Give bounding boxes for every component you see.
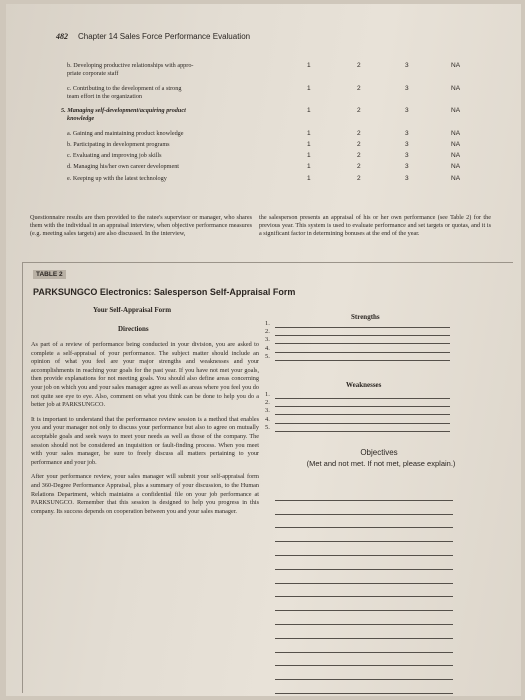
textbook-page [6,4,521,696]
strength-line[interactable]: 1. [265,320,270,328]
weakness-line[interactable]: 4. [265,416,270,424]
objective-answer-line[interactable] [275,528,453,542]
rating-na-option[interactable]: NA [451,163,461,170]
rating-score-option[interactable]: 2 [357,141,361,148]
weakness-line[interactable]: 3. [265,407,270,415]
objectives-heading: Objectives [360,448,398,457]
objective-answer-line[interactable] [275,666,453,680]
directions-body [31,341,259,522]
rating-label: e. Keeping up with the latest technology [67,175,167,182]
rating-label: priate corporate staff [67,70,119,77]
rating-score-option[interactable]: 1 [307,85,311,92]
rating-label: knowledge [67,115,95,122]
rating-score-option[interactable]: 1 [307,152,311,159]
self-appraisal-table [22,262,513,693]
rating-label: c. Contributing to the development of a strong [67,85,182,92]
rating-score-option[interactable]: 2 [357,62,361,69]
rating-label: a. Gaining and maintaining product knowledge [67,130,184,137]
objective-answer-line[interactable] [275,501,453,515]
objective-answer-line[interactable] [275,611,453,625]
rating-label: b. Developing productive relationships with appro- [67,62,194,69]
strengths-list [265,320,270,361]
rating-score-option[interactable]: 1 [307,141,311,148]
form-title: Your Self-Appraisal Form [93,306,172,314]
directions-paragraph: It is important to understand that the performance review session is a method that enables you and your manager not only to discuss your performance but also to agree on mutually acceptable goals and seek ways to meet your needs as well as those of the company. The session should not be considered an inquisition or fault-finding process. When you meet with your sales manager, be sure to freely discuss all matters pertaining to your performance and your job. [31,415,259,466]
directions-paragraph: After your performance review, your sales manager will submit your self-appraisal form and 360-Degree Performance Appraisal, plus a summary of your discussion, to the Human Relations Department, which maintains a confidential file on your job performance at PARKSUNGCO. Remember that this session is designed to help you progress in this company. Its success depends on cooperation between you and your sales manager. [31,473,259,515]
rating-score-option[interactable]: 3 [405,85,409,92]
rating-na-option[interactable]: NA [451,62,461,69]
objective-answer-line[interactable] [275,584,453,598]
rating-score-option[interactable]: 3 [405,175,409,182]
objective-answer-line[interactable] [275,680,453,694]
rating-score-option[interactable]: 2 [357,152,361,159]
rating-score-option[interactable]: 3 [405,152,409,159]
rating-na-option[interactable]: NA [451,175,461,182]
weakness-line[interactable]: 5. [265,424,270,432]
rating-na-option[interactable]: NA [451,85,461,92]
weakness-line[interactable]: 2. [265,399,270,407]
rating-score-option[interactable]: 1 [307,163,311,170]
chapter-title: Chapter 14 Sales Force Performance Evaluation [78,32,251,41]
weaknesses-heading: Weaknesses [346,381,382,389]
strength-line[interactable]: 3. [265,336,270,344]
rating-score-option[interactable]: 2 [357,107,361,114]
rating-na-option[interactable]: NA [451,130,461,137]
objective-answer-line[interactable] [275,639,453,653]
rating-score-option[interactable]: 2 [357,85,361,92]
strengths-heading: Strengths [351,313,380,321]
rating-score-option[interactable]: 3 [405,163,409,170]
rating-label: d. Managing his/her own career development [67,163,180,170]
strength-line[interactable]: 4. [265,345,270,353]
page-header [56,32,250,41]
rating-score-option[interactable]: 1 [307,107,311,114]
objective-answer-line[interactable] [275,487,453,501]
rating-score-option[interactable]: 1 [307,130,311,137]
page-number: 482 [56,32,68,41]
rating-label: b. Participating in development programs [67,141,170,148]
rating-score-option[interactable]: 3 [405,130,409,137]
rating-score-option[interactable]: 2 [357,175,361,182]
objectives-note: (Met and not met. If not met, please explain.) [306,459,456,468]
rating-score-option[interactable]: 2 [357,163,361,170]
weakness-line[interactable]: 1. [265,391,270,399]
directions-paragraph: As part of a review of performance being conducted in your division, you are asked to complete a self-appraisal of your performance. The subject matter should include an opinion of what you feel are your major strengths and weaknesses and your accomplishments in reaching your goals for the past year. If you have not met your goals, then provide explanations for not meeting goals. You should also define areas concerning your job on which you and your sales manager agree as well as areas where you feel you do not quite see eye to eye. Also, comment on what you think can be done to help you do a better job at PARKSUNGCO. [31,341,259,409]
objective-answer-line[interactable] [275,542,453,556]
rating-label: team effort in the organization [67,93,143,100]
table-title: PARKSUNGCO Electronics: Salesperson Self-Appraisal Form [33,287,296,297]
objective-answer-line[interactable] [275,515,453,529]
objective-answer-line[interactable] [275,570,453,584]
directions-title: Directions [118,325,149,333]
rating-label: c. Evaluating and improving job skills [67,152,162,159]
body-text-right: the salesperson presents an appraisal of his or her own performance (see Table 2) for the previous year. This system is used to evaluate performance and set targets or quotas, and it is a significant factor in determining bonuses at the end of the year. [259,214,491,237]
objective-answer-line[interactable] [275,556,453,570]
objective-answer-line[interactable] [275,597,453,611]
rating-score-option[interactable]: 2 [357,130,361,137]
rating-score-option[interactable]: 1 [307,62,311,69]
rating-na-option[interactable]: NA [451,141,461,148]
objective-answer-line[interactable] [275,653,453,667]
rating-na-option[interactable]: NA [451,107,461,114]
objectives-blank-lines [275,487,453,694]
rating-score-option[interactable]: 3 [405,107,409,114]
rating-label: 5. Managing self-development/acquiring product [61,107,186,114]
weaknesses-list [265,391,270,432]
strength-line[interactable]: 2. [265,328,270,336]
strength-line[interactable]: 5. [265,353,270,361]
objective-answer-line[interactable] [275,625,453,639]
table-tag: TABLE 2 [33,270,66,279]
rating-score-option[interactable]: 3 [405,62,409,69]
rating-na-option[interactable]: NA [451,152,461,159]
rating-score-option[interactable]: 1 [307,175,311,182]
body-text-left: Questionnaire results are then provided to the ratee's supervisor or manager, who shares them with the individual in an appraisal interview, when objective performance measures (e.g. meeting sales targets) are also discussed. In the interview, [30,214,252,237]
rating-score-option[interactable]: 3 [405,141,409,148]
